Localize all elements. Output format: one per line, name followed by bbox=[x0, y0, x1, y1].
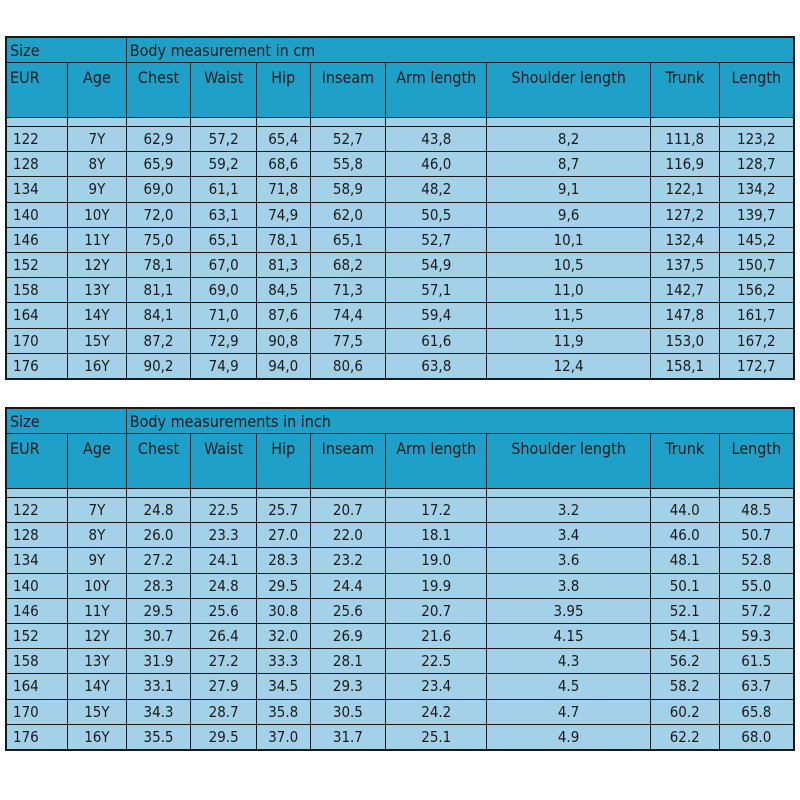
cell-chest: 65,9 bbox=[126, 152, 191, 177]
cell-hip: 87,6 bbox=[256, 303, 310, 328]
cell-arm-length: 46,0 bbox=[386, 152, 487, 177]
cell-eur: 176 bbox=[6, 724, 68, 750]
cell-trunk: 50.1 bbox=[650, 573, 719, 598]
cell-length: 55.0 bbox=[719, 573, 794, 598]
cell-waist: 26.4 bbox=[191, 623, 257, 648]
cell-inseam: 24.4 bbox=[310, 573, 386, 598]
cell-hip: 84,5 bbox=[256, 278, 310, 303]
cell-length: 134,2 bbox=[719, 177, 794, 202]
table-row bbox=[6, 202, 794, 227]
column-header-shoulder-length: Shoulder length bbox=[487, 434, 651, 489]
cell-shoulder-length: 8,7 bbox=[487, 152, 651, 177]
cell-length: 65.8 bbox=[719, 699, 794, 724]
cell-age: 16Y bbox=[68, 724, 127, 750]
spacer-row bbox=[6, 489, 794, 498]
cell-arm-length: 43,8 bbox=[386, 127, 487, 152]
cell-length: 150,7 bbox=[719, 252, 794, 277]
cell-waist: 29.5 bbox=[191, 724, 257, 750]
cell-inseam: 23.2 bbox=[310, 548, 386, 573]
cell-chest: 24.8 bbox=[126, 498, 191, 523]
cell-hip: 37.0 bbox=[256, 724, 310, 750]
cell-waist: 22.5 bbox=[191, 498, 257, 523]
cell-arm-length: 48,2 bbox=[386, 177, 487, 202]
cell-inseam: 77,5 bbox=[310, 328, 386, 353]
group-header-size: Size bbox=[6, 408, 126, 434]
column-header-waist: Waist bbox=[191, 63, 257, 118]
cell-arm-length: 17.2 bbox=[386, 498, 487, 523]
cell-waist: 23.3 bbox=[191, 523, 257, 548]
cell-shoulder-length: 11,0 bbox=[487, 278, 651, 303]
cell-trunk: 116,9 bbox=[650, 152, 719, 177]
cell-age: 14Y bbox=[68, 303, 127, 328]
cell-shoulder-length: 3.6 bbox=[487, 548, 651, 573]
cell-chest: 87,2 bbox=[126, 328, 191, 353]
cell-chest: 31.9 bbox=[126, 649, 191, 674]
cell-age: 7Y bbox=[68, 127, 127, 152]
spacer-row bbox=[6, 118, 794, 127]
cell-length: 161,7 bbox=[719, 303, 794, 328]
cell-trunk: 153,0 bbox=[650, 328, 719, 353]
cell-length: 128,7 bbox=[719, 152, 794, 177]
cell-trunk: 158,1 bbox=[650, 353, 719, 379]
cell-inseam: 68,2 bbox=[310, 252, 386, 277]
cell-arm-length: 19.0 bbox=[386, 548, 487, 573]
cell-length: 63.7 bbox=[719, 674, 794, 699]
cell-hip: 78,1 bbox=[256, 227, 310, 252]
cell-trunk: 52.1 bbox=[650, 598, 719, 623]
cell-trunk: 111,8 bbox=[650, 127, 719, 152]
cell-inseam: 71,3 bbox=[310, 278, 386, 303]
column-header-trunk: Trunk bbox=[650, 434, 719, 489]
group-header-size: Size bbox=[6, 37, 126, 63]
cell-hip: 30.8 bbox=[256, 598, 310, 623]
cell-inseam: 80,6 bbox=[310, 353, 386, 379]
column-header-eur: EUR bbox=[6, 434, 68, 489]
cell-chest: 33.1 bbox=[126, 674, 191, 699]
cell-waist: 59,2 bbox=[191, 152, 257, 177]
cell-age: 12Y bbox=[68, 252, 127, 277]
cell-eur: 140 bbox=[6, 573, 68, 598]
cell-eur: 158 bbox=[6, 278, 68, 303]
cell-age: 13Y bbox=[68, 278, 127, 303]
cell-waist: 57,2 bbox=[191, 127, 257, 152]
cell-age: 9Y bbox=[68, 548, 127, 573]
cell-arm-length: 24.2 bbox=[386, 699, 487, 724]
cell-age: 15Y bbox=[68, 699, 127, 724]
cell-shoulder-length: 9,1 bbox=[487, 177, 651, 202]
cell-eur: 122 bbox=[6, 127, 68, 152]
cell-age: 8Y bbox=[68, 523, 127, 548]
cell-age: 10Y bbox=[68, 573, 127, 598]
cell-hip: 33.3 bbox=[256, 649, 310, 674]
cell-shoulder-length: 11,9 bbox=[487, 328, 651, 353]
cell-waist: 27.9 bbox=[191, 674, 257, 699]
table-row bbox=[6, 724, 794, 750]
cell-age: 10Y bbox=[68, 202, 127, 227]
cell-inseam: 62,0 bbox=[310, 202, 386, 227]
column-header-age: Age bbox=[68, 434, 127, 489]
cell-shoulder-length: 12,4 bbox=[487, 353, 651, 379]
cell-hip: 28.3 bbox=[256, 548, 310, 573]
cell-chest: 26.0 bbox=[126, 523, 191, 548]
cell-length: 123,2 bbox=[719, 127, 794, 152]
table-row bbox=[6, 303, 794, 328]
cell-waist: 74,9 bbox=[191, 353, 257, 379]
cell-arm-length: 59,4 bbox=[386, 303, 487, 328]
cell-waist: 61,1 bbox=[191, 177, 257, 202]
cell-trunk: 44.0 bbox=[650, 498, 719, 523]
cell-chest: 29.5 bbox=[126, 598, 191, 623]
cell-chest: 90,2 bbox=[126, 353, 191, 379]
cell-hip: 32.0 bbox=[256, 623, 310, 648]
table-row bbox=[6, 328, 794, 353]
cell-inseam: 65,1 bbox=[310, 227, 386, 252]
cell-hip: 74,9 bbox=[256, 202, 310, 227]
cell-eur: 128 bbox=[6, 152, 68, 177]
cell-length: 48.5 bbox=[719, 498, 794, 523]
cell-arm-length: 25.1 bbox=[386, 724, 487, 750]
cell-inseam: 74,4 bbox=[310, 303, 386, 328]
column-header-hip: Hip bbox=[256, 434, 310, 489]
table-row bbox=[6, 623, 794, 648]
cell-trunk: 147,8 bbox=[650, 303, 719, 328]
cell-hip: 71,8 bbox=[256, 177, 310, 202]
table-row bbox=[6, 127, 794, 152]
cell-inseam: 20.7 bbox=[310, 498, 386, 523]
cell-waist: 69,0 bbox=[191, 278, 257, 303]
cell-arm-length: 63,8 bbox=[386, 353, 487, 379]
column-header-arm-length: Arm length bbox=[386, 434, 487, 489]
cell-length: 139,7 bbox=[719, 202, 794, 227]
cell-arm-length: 21.6 bbox=[386, 623, 487, 648]
column-header-inseam: Inseam bbox=[310, 434, 386, 489]
cell-eur: 122 bbox=[6, 498, 68, 523]
table-row bbox=[6, 523, 794, 548]
cell-chest: 62,9 bbox=[126, 127, 191, 152]
cell-shoulder-length: 3.4 bbox=[487, 523, 651, 548]
cell-arm-length: 18.1 bbox=[386, 523, 487, 548]
cell-hip: 81,3 bbox=[256, 252, 310, 277]
cell-arm-length: 50,5 bbox=[386, 202, 487, 227]
cell-arm-length: 23.4 bbox=[386, 674, 487, 699]
cell-trunk: 62.2 bbox=[650, 724, 719, 750]
cell-hip: 94,0 bbox=[256, 353, 310, 379]
cell-eur: 158 bbox=[6, 649, 68, 674]
cell-waist: 24.8 bbox=[191, 573, 257, 598]
cell-waist: 67,0 bbox=[191, 252, 257, 277]
column-header-length: Length bbox=[719, 63, 794, 118]
table-row bbox=[6, 498, 794, 523]
cell-arm-length: 20.7 bbox=[386, 598, 487, 623]
cell-arm-length: 61,6 bbox=[386, 328, 487, 353]
cell-eur: 176 bbox=[6, 353, 68, 379]
cell-length: 68.0 bbox=[719, 724, 794, 750]
table-row bbox=[6, 699, 794, 724]
cell-hip: 68,6 bbox=[256, 152, 310, 177]
cell-eur: 140 bbox=[6, 202, 68, 227]
column-header-eur: EUR bbox=[6, 63, 68, 118]
cell-age: 11Y bbox=[68, 598, 127, 623]
cell-hip: 34.5 bbox=[256, 674, 310, 699]
table-row bbox=[6, 674, 794, 699]
cell-shoulder-length: 4.7 bbox=[487, 699, 651, 724]
column-header-arm-length: Arm length bbox=[386, 63, 487, 118]
cell-waist: 72,9 bbox=[191, 328, 257, 353]
cell-trunk: 127,2 bbox=[650, 202, 719, 227]
cell-age: 13Y bbox=[68, 649, 127, 674]
cell-age: 9Y bbox=[68, 177, 127, 202]
cell-inseam: 31.7 bbox=[310, 724, 386, 750]
table-row bbox=[6, 252, 794, 277]
cell-waist: 65,1 bbox=[191, 227, 257, 252]
cell-shoulder-length: 4.9 bbox=[487, 724, 651, 750]
cell-trunk: 122,1 bbox=[650, 177, 719, 202]
cell-eur: 170 bbox=[6, 328, 68, 353]
table-row bbox=[6, 598, 794, 623]
table-row bbox=[6, 649, 794, 674]
table-row bbox=[6, 573, 794, 598]
table-body bbox=[6, 489, 794, 750]
cell-eur: 164 bbox=[6, 674, 68, 699]
cell-shoulder-length: 10,1 bbox=[487, 227, 651, 252]
cell-waist: 28.7 bbox=[191, 699, 257, 724]
cell-shoulder-length: 8,2 bbox=[487, 127, 651, 152]
cell-length: 57.2 bbox=[719, 598, 794, 623]
cell-arm-length: 57,1 bbox=[386, 278, 487, 303]
cell-chest: 72,0 bbox=[126, 202, 191, 227]
cell-shoulder-length: 3.95 bbox=[487, 598, 651, 623]
cell-length: 50.7 bbox=[719, 523, 794, 548]
cell-trunk: 58.2 bbox=[650, 674, 719, 699]
column-header-inseam: Inseam bbox=[310, 63, 386, 118]
group-header-measurement: Body measurement in cm bbox=[126, 37, 794, 63]
cell-hip: 27.0 bbox=[256, 523, 310, 548]
cell-age: 11Y bbox=[68, 227, 127, 252]
cell-chest: 35.5 bbox=[126, 724, 191, 750]
cell-chest: 28.3 bbox=[126, 573, 191, 598]
cell-shoulder-length: 4.5 bbox=[487, 674, 651, 699]
size-chart-cm bbox=[5, 36, 795, 380]
cell-trunk: 46.0 bbox=[650, 523, 719, 548]
cell-age: 15Y bbox=[68, 328, 127, 353]
cell-length: 156,2 bbox=[719, 278, 794, 303]
column-header-age: Age bbox=[68, 63, 127, 118]
table-row bbox=[6, 548, 794, 573]
cell-arm-length: 22.5 bbox=[386, 649, 487, 674]
cell-eur: 128 bbox=[6, 523, 68, 548]
cell-arm-length: 19.9 bbox=[386, 573, 487, 598]
cell-chest: 30.7 bbox=[126, 623, 191, 648]
cell-length: 145,2 bbox=[719, 227, 794, 252]
cell-chest: 78,1 bbox=[126, 252, 191, 277]
cell-inseam: 30.5 bbox=[310, 699, 386, 724]
cell-inseam: 25.6 bbox=[310, 598, 386, 623]
column-header-trunk: Trunk bbox=[650, 63, 719, 118]
cell-age: 12Y bbox=[68, 623, 127, 648]
cell-length: 167,2 bbox=[719, 328, 794, 353]
table-row bbox=[6, 278, 794, 303]
cell-eur: 134 bbox=[6, 177, 68, 202]
column-header-chest: Chest bbox=[126, 434, 191, 489]
table-body bbox=[6, 118, 794, 379]
cell-length: 52.8 bbox=[719, 548, 794, 573]
cell-chest: 27.2 bbox=[126, 548, 191, 573]
cell-eur: 170 bbox=[6, 699, 68, 724]
cell-age: 16Y bbox=[68, 353, 127, 379]
cell-eur: 146 bbox=[6, 598, 68, 623]
size-chart-inch bbox=[5, 407, 795, 751]
cell-shoulder-length: 4.3 bbox=[487, 649, 651, 674]
cell-shoulder-length: 11,5 bbox=[487, 303, 651, 328]
cell-arm-length: 54,9 bbox=[386, 252, 487, 277]
cell-shoulder-length: 4.15 bbox=[487, 623, 651, 648]
column-header-hip: Hip bbox=[256, 63, 310, 118]
cell-trunk: 48.1 bbox=[650, 548, 719, 573]
table-row bbox=[6, 227, 794, 252]
cell-age: 8Y bbox=[68, 152, 127, 177]
cell-chest: 75,0 bbox=[126, 227, 191, 252]
cell-age: 7Y bbox=[68, 498, 127, 523]
cell-eur: 164 bbox=[6, 303, 68, 328]
cell-length: 172,7 bbox=[719, 353, 794, 379]
table-row bbox=[6, 177, 794, 202]
cell-chest: 81,1 bbox=[126, 278, 191, 303]
cell-inseam: 28.1 bbox=[310, 649, 386, 674]
cell-trunk: 60.2 bbox=[650, 699, 719, 724]
cell-hip: 65,4 bbox=[256, 127, 310, 152]
cell-shoulder-length: 3.8 bbox=[487, 573, 651, 598]
table-row bbox=[6, 152, 794, 177]
cell-inseam: 26.9 bbox=[310, 623, 386, 648]
cell-shoulder-length: 10,5 bbox=[487, 252, 651, 277]
cell-trunk: 54.1 bbox=[650, 623, 719, 648]
cell-trunk: 56.2 bbox=[650, 649, 719, 674]
cell-hip: 25.7 bbox=[256, 498, 310, 523]
group-header-measurement: Body measurements in inch bbox=[126, 408, 794, 434]
column-header-waist: Waist bbox=[191, 434, 257, 489]
cell-waist: 63,1 bbox=[191, 202, 257, 227]
cell-eur: 152 bbox=[6, 623, 68, 648]
cell-eur: 134 bbox=[6, 548, 68, 573]
cell-waist: 24.1 bbox=[191, 548, 257, 573]
cell-chest: 84,1 bbox=[126, 303, 191, 328]
column-header-shoulder-length: Shoulder length bbox=[487, 63, 651, 118]
cell-inseam: 58,9 bbox=[310, 177, 386, 202]
cell-eur: 146 bbox=[6, 227, 68, 252]
cell-waist: 71,0 bbox=[191, 303, 257, 328]
cell-inseam: 55,8 bbox=[310, 152, 386, 177]
cell-trunk: 137,5 bbox=[650, 252, 719, 277]
cell-waist: 25.6 bbox=[191, 598, 257, 623]
cell-shoulder-length: 3.2 bbox=[487, 498, 651, 523]
column-header-chest: Chest bbox=[126, 63, 191, 118]
cell-chest: 69,0 bbox=[126, 177, 191, 202]
cell-age: 14Y bbox=[68, 674, 127, 699]
cell-shoulder-length: 9,6 bbox=[487, 202, 651, 227]
cell-inseam: 52,7 bbox=[310, 127, 386, 152]
cell-hip: 29.5 bbox=[256, 573, 310, 598]
cell-inseam: 29.3 bbox=[310, 674, 386, 699]
cell-chest: 34.3 bbox=[126, 699, 191, 724]
cell-length: 61.5 bbox=[719, 649, 794, 674]
column-header-length: Length bbox=[719, 434, 794, 489]
cell-trunk: 142,7 bbox=[650, 278, 719, 303]
cell-hip: 90,8 bbox=[256, 328, 310, 353]
cell-hip: 35.8 bbox=[256, 699, 310, 724]
cell-waist: 27.2 bbox=[191, 649, 257, 674]
cell-eur: 152 bbox=[6, 252, 68, 277]
cell-inseam: 22.0 bbox=[310, 523, 386, 548]
cell-trunk: 132,4 bbox=[650, 227, 719, 252]
table-row bbox=[6, 353, 794, 379]
cell-length: 59.3 bbox=[719, 623, 794, 648]
cell-arm-length: 52,7 bbox=[386, 227, 487, 252]
